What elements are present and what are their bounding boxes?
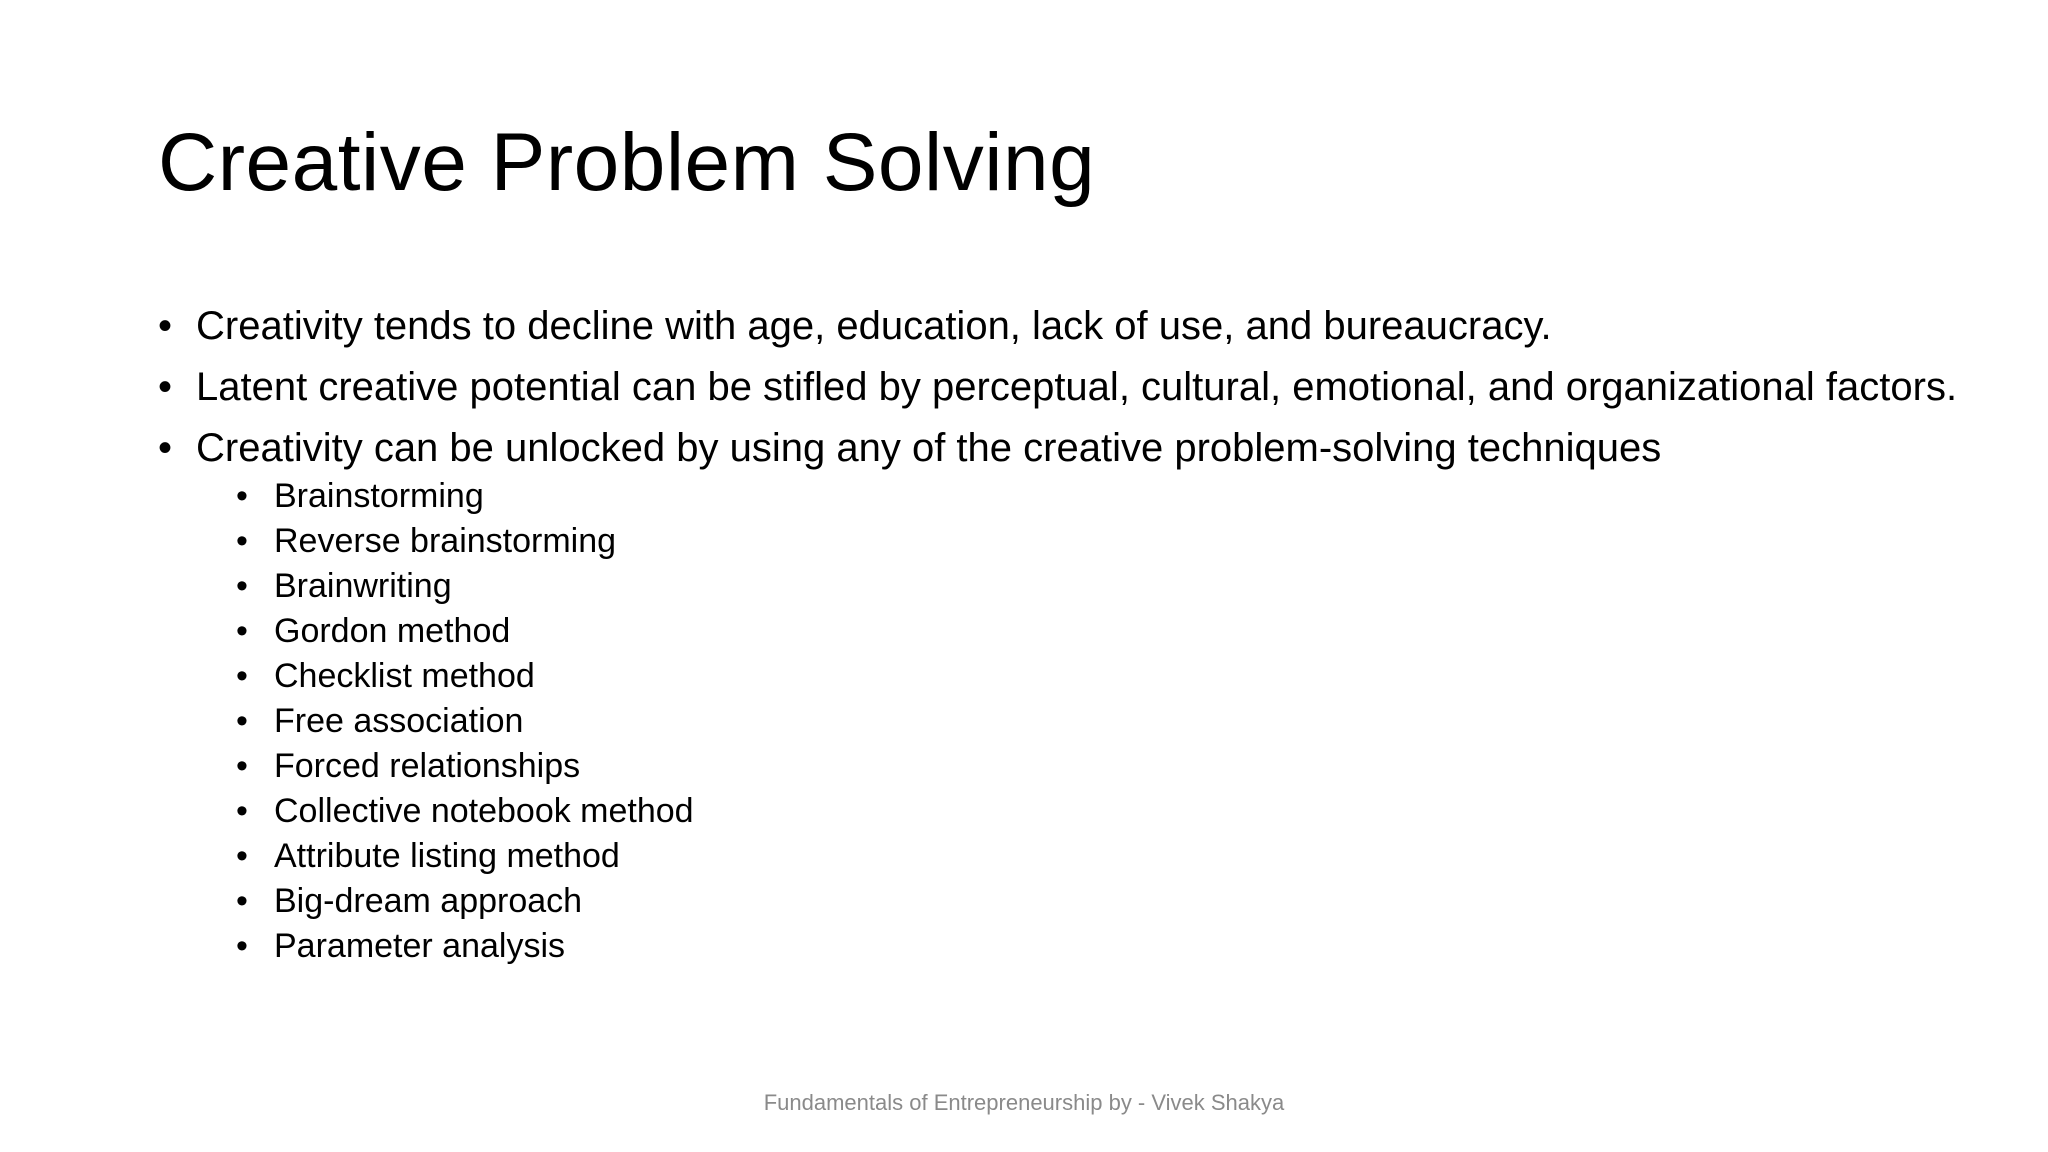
technique-text: Checklist method xyxy=(274,657,535,695)
technique-item xyxy=(236,564,1978,609)
bullet-text: Creativity can be unlocked by using any of the creative problem-solving techniques xyxy=(196,426,1662,470)
bullet-text: Latent creative potential can be stifled by perceptual, cultural, emotional, and organizational factors. xyxy=(196,365,1958,409)
technique-item xyxy=(236,654,1978,699)
technique-item xyxy=(236,744,1978,789)
technique-item xyxy=(236,834,1978,879)
bullet-item xyxy=(158,306,1978,346)
bullet-item xyxy=(158,428,1978,969)
technique-text: Brainwriting xyxy=(274,567,452,605)
technique-text: Free association xyxy=(274,702,524,740)
bullet-icon: • xyxy=(236,927,248,965)
bullet-item xyxy=(158,367,1978,407)
technique-text: Brainstorming xyxy=(274,477,484,515)
bullet-icon: • xyxy=(236,567,248,605)
bullet-icon: • xyxy=(158,365,173,409)
technique-text: Collective notebook method xyxy=(274,792,694,830)
bullet-icon: • xyxy=(236,657,248,695)
technique-item xyxy=(236,879,1978,924)
bullet-text: Creativity tends to decline with age, education, lack of use, and bureaucracy. xyxy=(196,304,1552,348)
bullet-icon: • xyxy=(158,304,173,348)
technique-item xyxy=(236,609,1978,654)
technique-text: Big-dream approach xyxy=(274,882,583,920)
technique-item xyxy=(236,789,1978,834)
bullet-icon: • xyxy=(236,792,248,830)
technique-text: Forced relationships xyxy=(274,747,581,785)
technique-text: Reverse brainstorming xyxy=(274,522,617,560)
bullet-icon: • xyxy=(236,477,248,515)
bullet-icon: • xyxy=(236,522,248,560)
technique-text: Gordon method xyxy=(274,612,511,650)
technique-text: Attribute listing method xyxy=(274,837,620,875)
technique-item xyxy=(236,519,1978,564)
slide-content xyxy=(158,306,1978,990)
bullet-icon: • xyxy=(236,837,248,875)
bullet-icon: • xyxy=(236,702,248,740)
bullet-icon: • xyxy=(236,612,248,650)
bullet-list xyxy=(158,306,1978,969)
technique-item xyxy=(236,474,1978,519)
technique-text: Parameter analysis xyxy=(274,927,566,965)
technique-item xyxy=(236,699,1978,744)
technique-item xyxy=(236,924,1978,969)
bullet-icon: • xyxy=(236,882,248,920)
slide-title: Creative Problem Solving xyxy=(158,117,1096,208)
slide-footer: Fundamentals of Entrepreneurship by - Vivek Shakya xyxy=(763,1090,1285,1115)
technique-list xyxy=(236,474,1978,969)
bullet-icon: • xyxy=(236,747,248,785)
bullet-icon: • xyxy=(158,426,173,470)
